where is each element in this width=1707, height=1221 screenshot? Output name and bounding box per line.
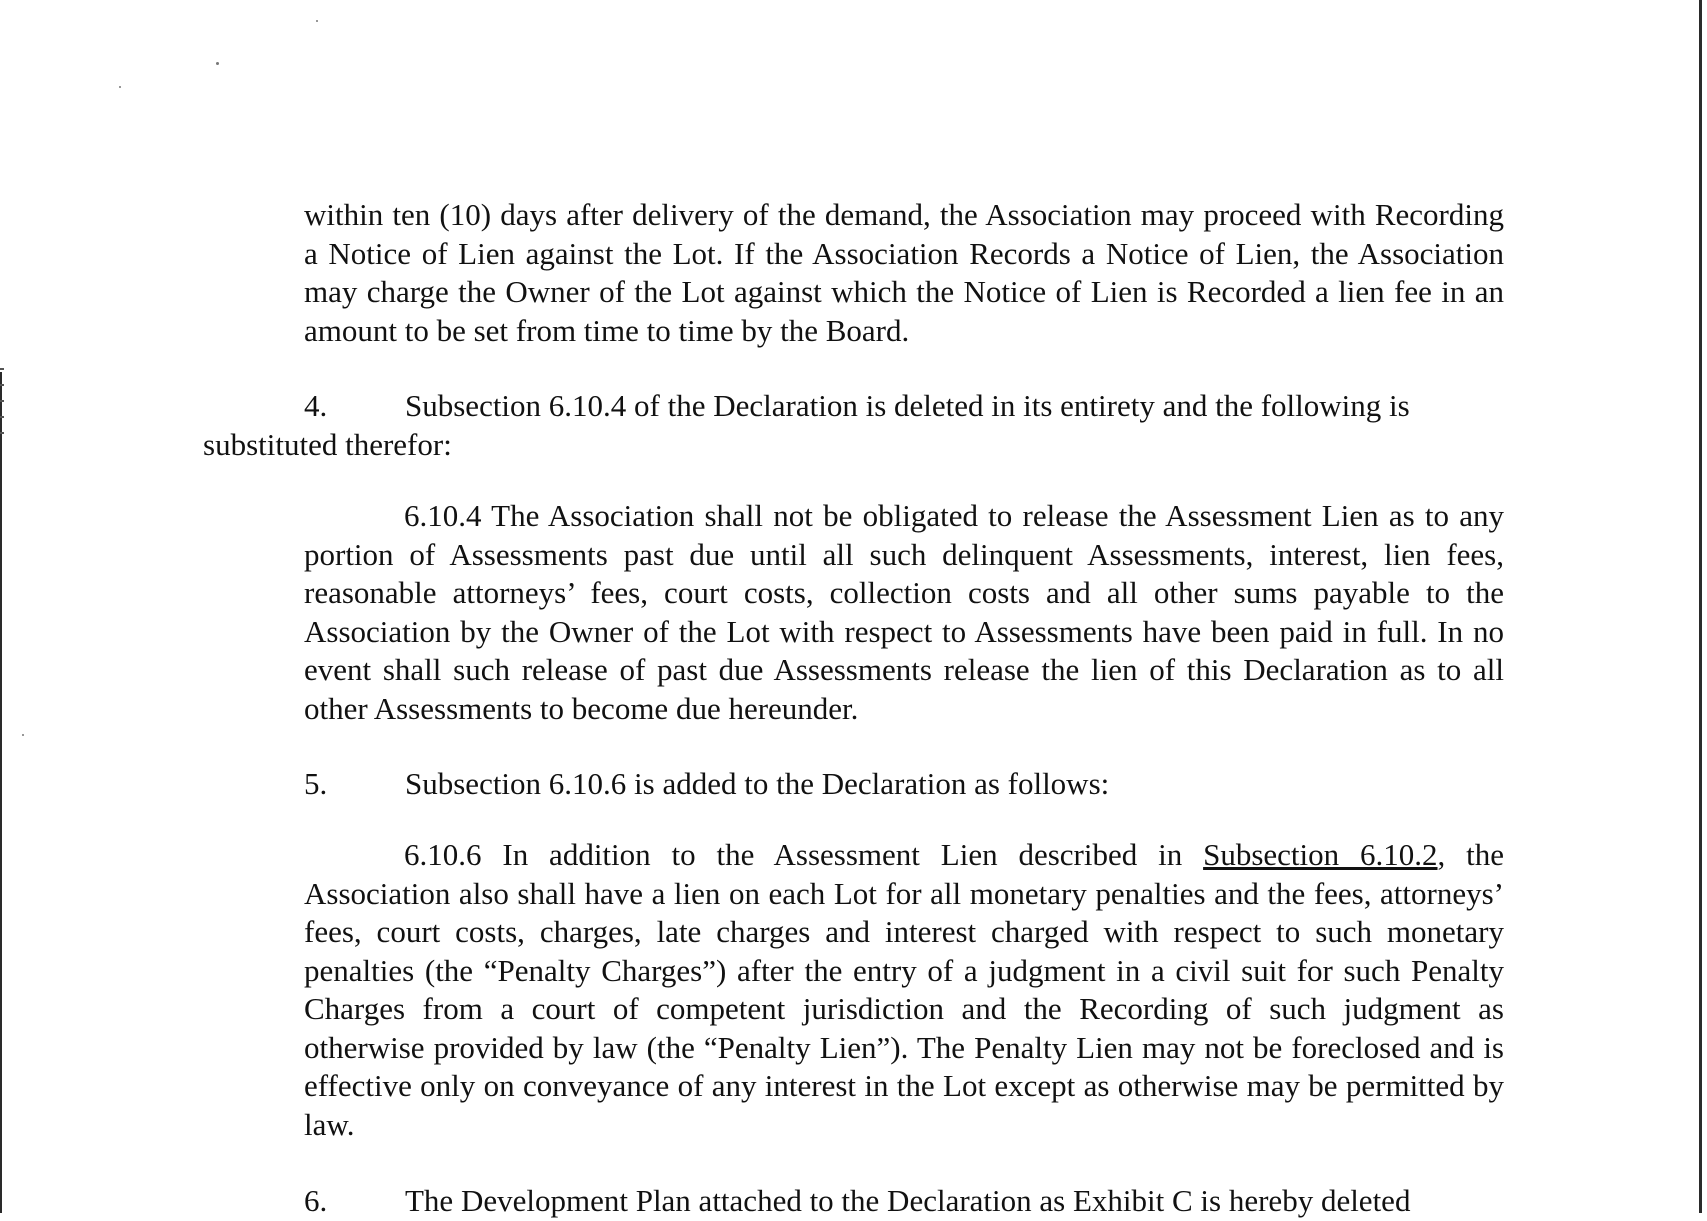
- paragraph-6-10-6-lead: 6.10.6 In addition to the Assessment Lien described in: [404, 837, 1183, 872]
- item-6-text: The Development Plan attached to the Declaration as Exhibit C is hereby deleted: [405, 1183, 1411, 1218]
- scan-edge-right: [1699, 0, 1702, 1213]
- scan-edge-left: [0, 372, 2, 1213]
- scan-speck: [22, 734, 24, 736]
- scan-speck: [216, 62, 219, 65]
- paragraph-lien-demand: within ten (10) days after delivery of the demand, the Association may proceed with Recording a Notice of Lien against the Lot. If the Association Records a Notice of Lien, the Association may charge the Owner of the Lot against which the Notice of Lien is Recorded a lien fee in an amount to be set from time to time by the Board.: [304, 197, 1504, 348]
- paragraph-6-10-6-body: , the Association also shall have a lien on each Lot for all monetary penalties and the fees, attorneys’ fees, court costs, charges, late charges and interest charged with respect to such monetary penalties (the “Penalty Charges”) after the entry of a judgment in a civil suit for such Penalty Charges from a court of competent jurisdiction and the Recording of such judgment as otherwise provided by law (the “Penalty Lien”). The Penalty Lien may not be foreclosed and is effective only on conveyance of any interest in the Lot except as otherwise may be permitted by law.: [304, 837, 1505, 1142]
- item-4-text: Subsection 6.10.4 of the Declaration is deleted in its entirety and the following is: [405, 388, 1410, 423]
- item-5-text: Subsection 6.10.6 is added to the Declaration as follows:: [405, 766, 1110, 801]
- item-5-number: 5.: [304, 766, 328, 801]
- item-6-number: 6.: [304, 1183, 328, 1218]
- scan-mark: [0, 432, 4, 434]
- item-4-number: 4.: [304, 388, 328, 423]
- item-4-continuation: substituted therefor:: [203, 427, 452, 462]
- paragraph-6-10-6: [304, 836, 1504, 1144]
- subsection-reference: Subsection 6.10.2: [1203, 837, 1438, 872]
- scan-speck: [316, 20, 318, 22]
- scan-mark: [0, 368, 4, 370]
- scan-speck: [119, 86, 121, 88]
- scan-mark: [0, 416, 4, 418]
- scan-mark: [0, 400, 4, 402]
- scan-mark: [0, 384, 4, 386]
- paragraph-6-10-4: 6.10.4 The Association shall not be obligated to release the Assessment Lien as to any portion of Assessments past due until all such delinquent Assessments, interest, lien fees, reasonable attorneys’ fees, court costs, collection costs and all other sums payable to the Association by the Owner of the Lot with respect to Assessments have been paid in full. In no event shall such release of past due Assessments release the lien of this Declaration as to all other Assessments to become due hereunder.: [304, 498, 1504, 726]
